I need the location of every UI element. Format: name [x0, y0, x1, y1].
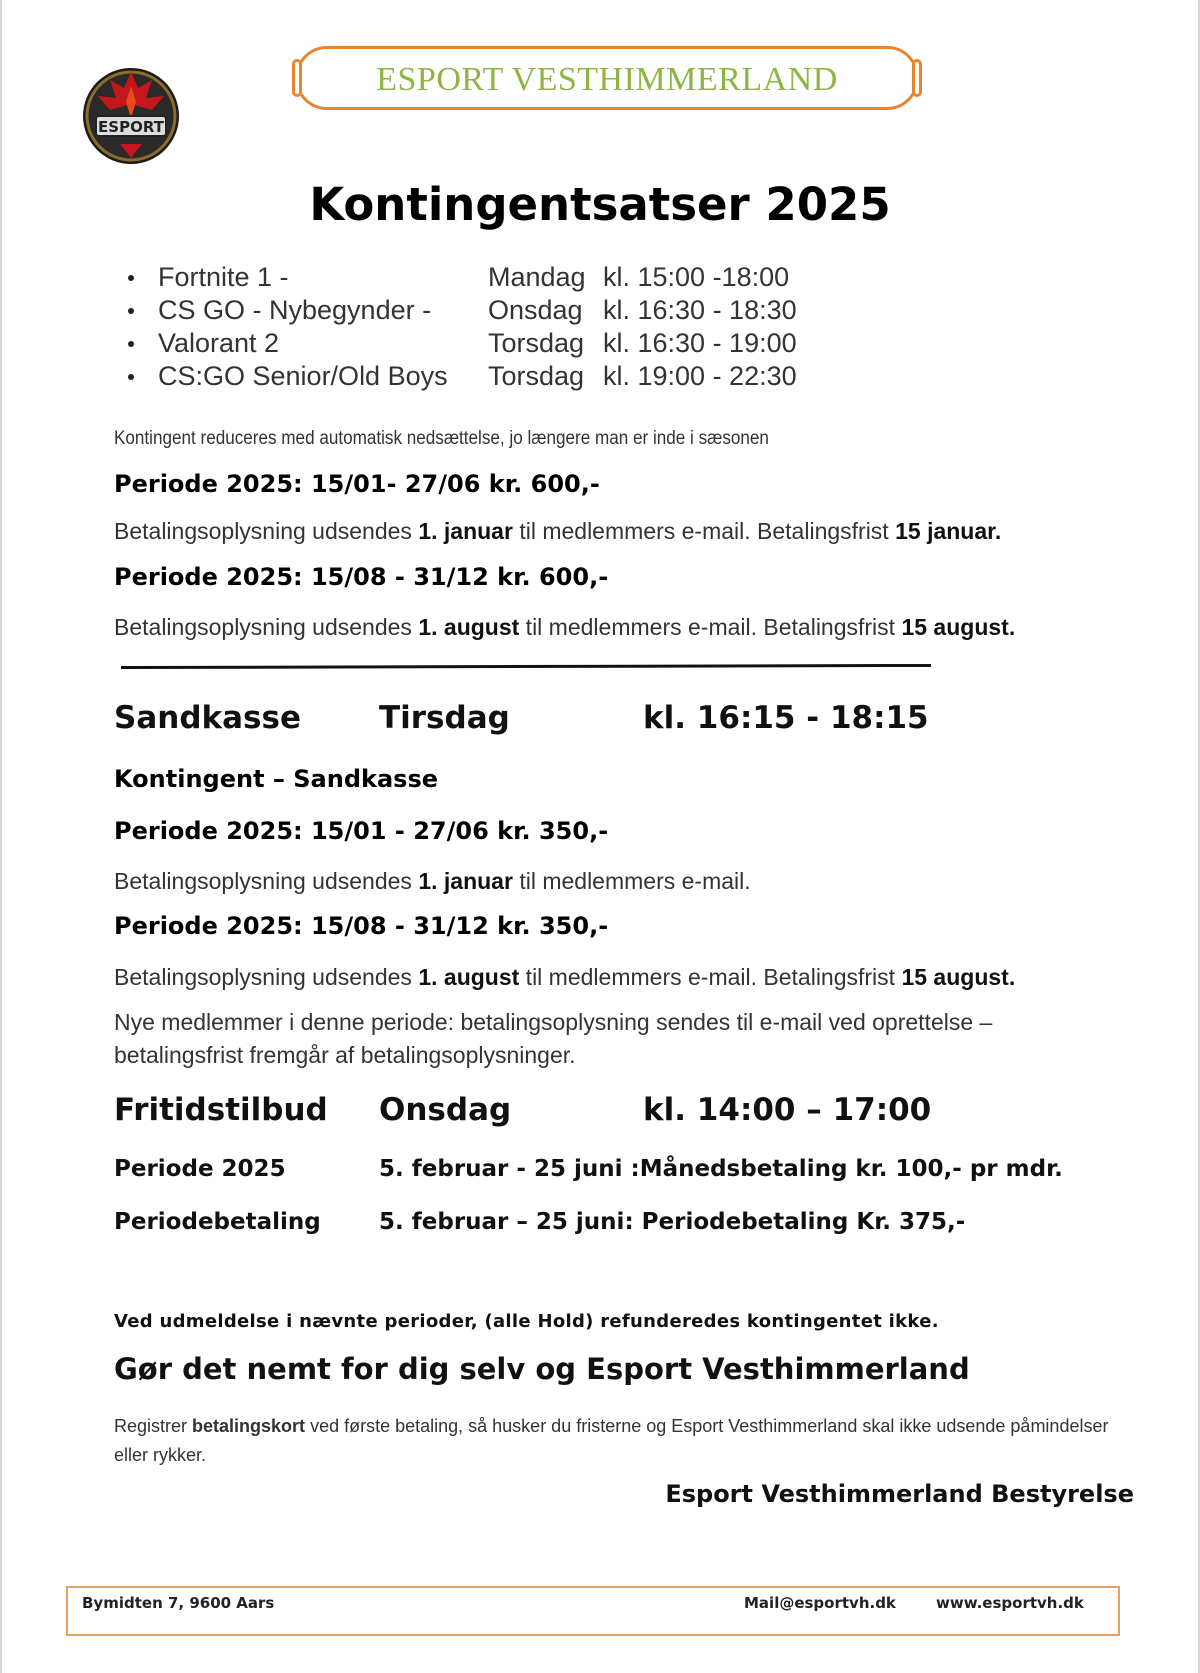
- period-heading: Periode 2025: 15/01 - 27/06 kr. 350,-: [114, 817, 609, 845]
- footer-box: [66, 1586, 1120, 1636]
- refund-note: Ved udmeldelse i nævnte perioder, (alle Hold) refunderedes kontingentet ikke.: [114, 1311, 939, 1332]
- new-members-note: Nye medlemmer i denne periode: betalingsoplysning sendes til e-mail ved oprettelse –: [114, 1009, 993, 1035]
- page-title: Kontingentsatser 2025: [309, 178, 891, 231]
- price-value: 5. februar - 25 juni :Månedsbetaling kr. 100,- pr mdr.: [379, 1156, 1063, 1182]
- team-name: Fortnite 1 -: [158, 262, 289, 292]
- esport-phoenix-logo: [80, 58, 182, 168]
- team-name: CS:GO Senior/Old Boys: [158, 361, 448, 391]
- period-heading: Periode 2025: 15/01- 27/06 kr. 600,-: [114, 470, 600, 498]
- section-name: Sandkasse: [114, 700, 301, 736]
- section-name: Fritidstilbud: [114, 1092, 328, 1128]
- section-time: kl. 16:15 - 18:15: [643, 700, 929, 736]
- payment-info: Betalingsoplysning udsendes 1. januar til medlemmers e-mail.: [114, 868, 751, 894]
- register-note: Registrer betalingskort ved første betaling, så husker du fristerne og Esport Vesthimmerland skal ikke udsende påmindelser eller rykker.: [114, 1416, 1109, 1465]
- period-heading: Periode 2025: 15/08 - 31/12 kr. 350,-: [114, 912, 609, 940]
- payment-info: Betalingsoplysning udsendes 1. august til medlemmers e-mail. Betalingsfrist 15 august.: [114, 964, 1016, 990]
- logo-text: ESPORT: [98, 118, 164, 136]
- new-members-note: betalingsfrist fremgår af betalingsoplysninger.: [114, 1042, 576, 1068]
- section-day: Tirsdag: [379, 700, 510, 736]
- section-time: kl. 14:00 – 17:00: [643, 1092, 932, 1128]
- footer-mail-link[interactable]: Mail@esportvh.dk: [744, 1594, 896, 1612]
- team-time: kl. 16:30 - 19:00: [603, 328, 797, 358]
- org-name: ESPORT VESTHIMMERLAND: [376, 61, 838, 98]
- price-value: 5. februar – 25 juni: Periodebetaling Kr. 375,-: [379, 1209, 966, 1235]
- reduction-note: Kontingent reduceres med automatisk nedsættelse, jo længere man er inde i sæsonen: [114, 428, 769, 449]
- sandkasse-subheading: Kontingent – Sandkasse: [114, 765, 439, 793]
- footer-web-link[interactable]: www.esportvh.dk: [936, 1594, 1084, 1612]
- footer-address: Bymidten 7, 9600 Aars: [82, 1594, 275, 1612]
- team-time: kl. 15:00 -18:00: [603, 262, 790, 292]
- easy-heading: Gør det nemt for dig selv og Esport Vesthimmerland: [114, 1352, 970, 1386]
- team-day: Onsdag: [488, 295, 583, 325]
- header-banner: [295, 46, 919, 110]
- price-label: Periode 2025: [114, 1156, 286, 1182]
- board-signature: Esport Vesthimmerland Bestyrelse: [665, 1480, 1134, 1508]
- bullet-icon: [128, 275, 134, 281]
- section-day: Onsdag: [379, 1092, 512, 1128]
- bullet-icon: [128, 374, 134, 380]
- team-day: Mandag: [488, 262, 586, 292]
- bullet-icon: [128, 341, 134, 347]
- team-name: CS GO - Nybegynder -: [158, 295, 432, 325]
- payment-info: Betalingsoplysning udsendes 1. august til medlemmers e-mail. Betalingsfrist 15 august.: [114, 614, 1016, 640]
- team-day: Torsdag: [488, 361, 585, 391]
- team-time: kl. 16:30 - 18:30: [603, 295, 797, 325]
- team-name: Valorant 2: [158, 328, 280, 358]
- team-day: Torsdag: [488, 328, 585, 358]
- price-label: Periodebetaling: [114, 1209, 321, 1235]
- payment-info: Betalingsoplysning udsendes 1. januar til medlemmers e-mail. Betalingsfrist 15 januar.: [114, 518, 1002, 544]
- period-heading: Periode 2025: 15/08 - 31/12 kr. 600,-: [114, 563, 609, 591]
- team-time: kl. 19:00 - 22:30: [603, 361, 797, 391]
- bullet-icon: [128, 308, 134, 314]
